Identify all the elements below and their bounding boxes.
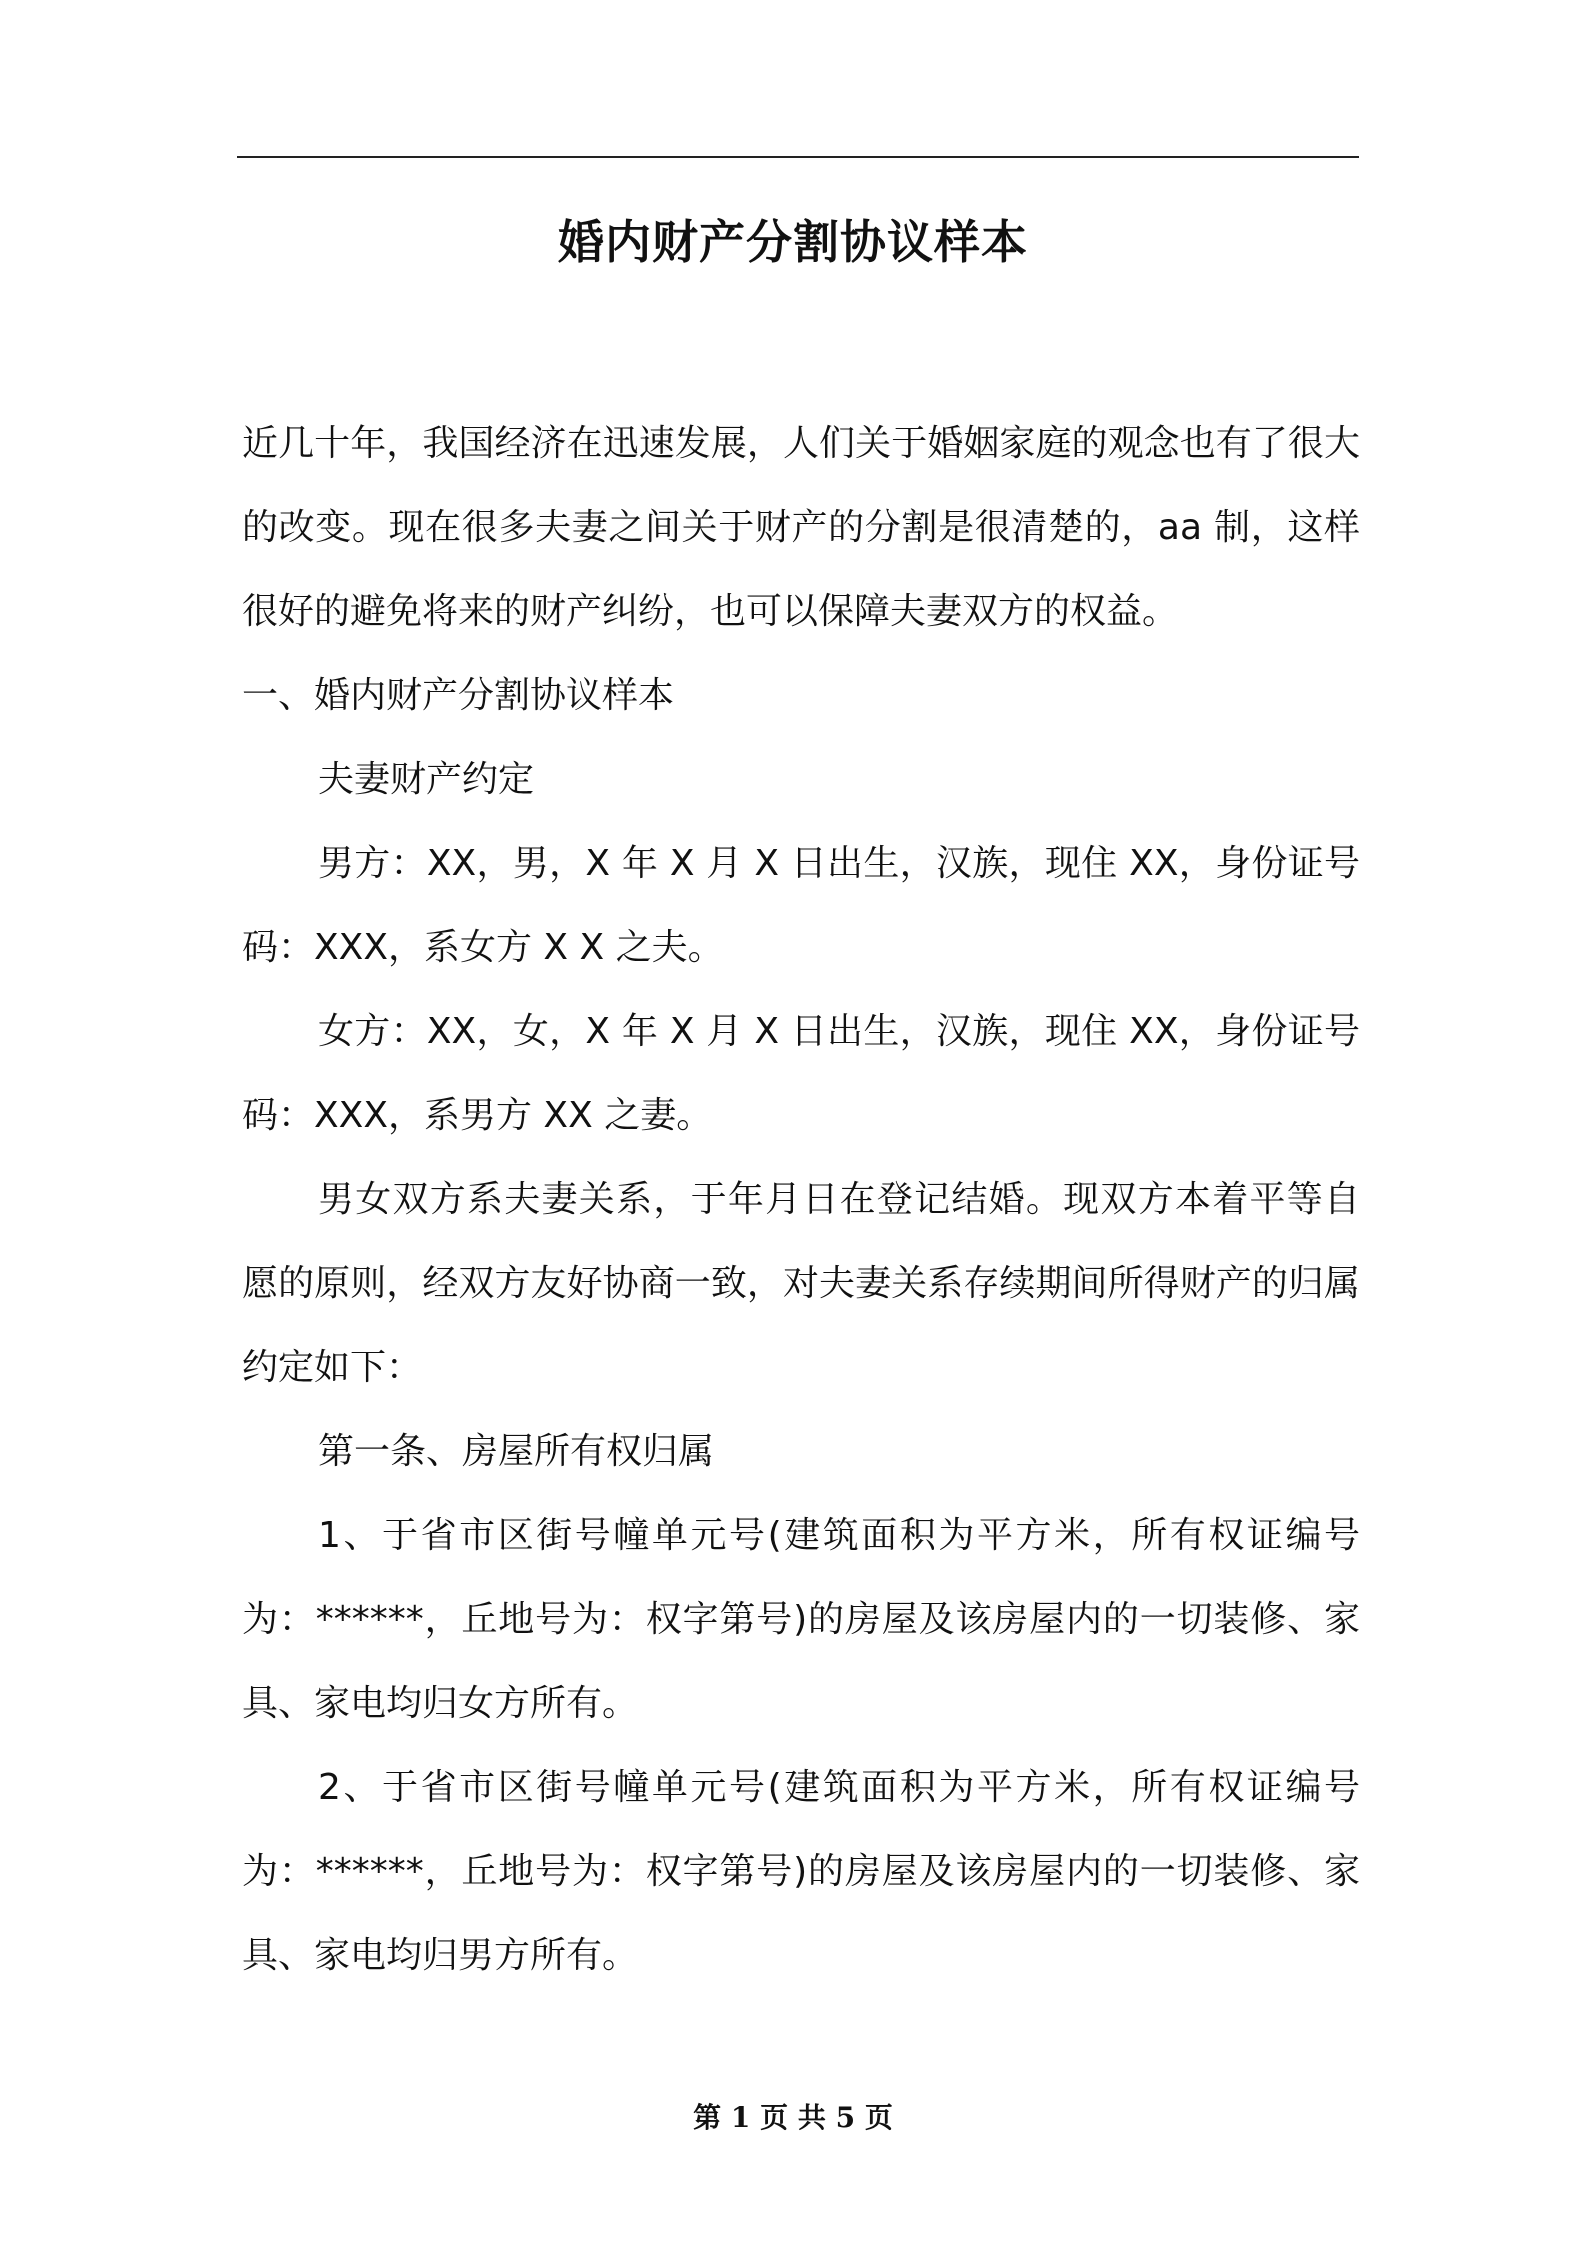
- husband-info-paragraph: 男方：XX，男，X 年 X 月 X 日出生，汉族，现住 XX，身份证号码：XXX，系女方 X X 之夫。: [242, 843, 1360, 968]
- section-heading: 一、婚内财产分割协议样本: [242, 675, 675, 716]
- subsection-heading: 夫妻财产约定: [318, 759, 535, 800]
- wife-info-paragraph: 女方：XX，女，X 年 X 月 X 日出生，汉族，现住 XX，身份证号码：XXX，系男方 XX 之妻。: [242, 1011, 1360, 1136]
- agreement-paragraph: 男女双方系夫妻关系，于年月日在登记结婚。现双方本着平等自愿的原则，经双方友好协商一致，对夫妻关系存续期间所得财产的归属约定如下：: [242, 1179, 1360, 1388]
- intro-paragraph: 近几十年，我国经济在迅速发展，人们关于婚姻家庭的观念也有了很大的改变。现在很多夫妻之间关于财产的分割是很清楚的，aa 制，这样很好的避免将来的财产纠纷，也可以保障夫妻双方的权益。: [242, 423, 1360, 632]
- document-title: 婚内财产分割协议样本: [558, 215, 1028, 269]
- page-footer: 第 1 页 共 5 页: [693, 2101, 893, 2134]
- header-divider: [237, 156, 1359, 158]
- clause-paragraph: 2、于省市区街号幢单元号(建筑面积为平方米，所有权证编号为：******，丘地号为：权字第号)的房屋及该房屋内的一切装修、家具、家电均归男方所有。: [242, 1767, 1360, 1976]
- document-body: [242, 402, 1360, 1998]
- clause-paragraph: 1、于省市区街号幢单元号(建筑面积为平方米，所有权证编号为：******，丘地号为：权字第号)的房屋及该房屋内的一切装修、家具、家电均归女方所有。: [242, 1515, 1360, 1724]
- article-heading: 第一条、房屋所有权归属: [318, 1431, 715, 1472]
